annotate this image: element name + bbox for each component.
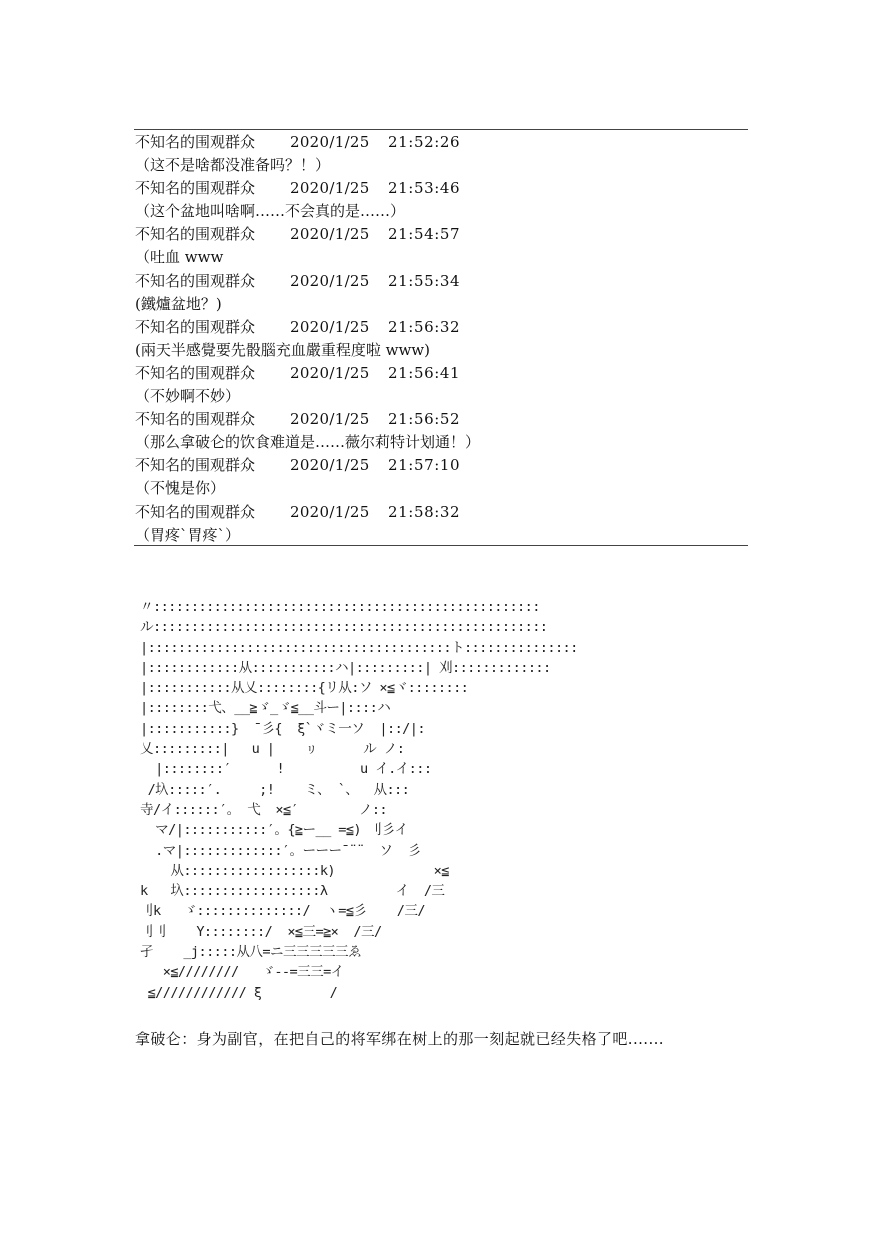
post-text: （胃疼`胃疼`） bbox=[135, 525, 241, 544]
comment-post bbox=[135, 177, 747, 223]
author-name: 不知名的围观群众 bbox=[135, 179, 256, 198]
post-text: （这不是啥都没准备吗？！） bbox=[135, 156, 331, 175]
post-time: 21:56:52 bbox=[388, 410, 461, 429]
comment-post bbox=[135, 316, 747, 362]
post-text: （这个盆地叫啥啊……不会真的是……） bbox=[135, 202, 406, 221]
comment-thread bbox=[135, 131, 747, 547]
author-name: 不知名的围观群众 bbox=[135, 410, 256, 429]
post-date: 2020/1/25 bbox=[290, 179, 370, 198]
post-text: （不妙啊不妙） bbox=[135, 387, 241, 406]
post-time: 21:54:57 bbox=[388, 225, 461, 244]
author-name: 不知名的围观群众 bbox=[135, 456, 256, 475]
post-time: 21:58:32 bbox=[388, 502, 461, 521]
post-date: 2020/1/25 bbox=[290, 271, 370, 290]
post-date: 2020/1/25 bbox=[290, 410, 370, 429]
comment-post bbox=[135, 270, 747, 316]
post-meta bbox=[135, 408, 747, 431]
post-date: 2020/1/25 bbox=[290, 456, 370, 475]
post-date: 2020/1/25 bbox=[290, 317, 370, 336]
bottom-divider bbox=[134, 545, 748, 546]
post-text: (鐵爐盆地？) bbox=[135, 294, 222, 313]
comment-post bbox=[135, 223, 747, 269]
author-name: 不知名的围观群众 bbox=[135, 363, 256, 382]
post-meta bbox=[135, 177, 747, 200]
post-time: 21:56:41 bbox=[388, 363, 461, 382]
post-time: 21:53:46 bbox=[388, 179, 461, 198]
post-meta bbox=[135, 501, 747, 524]
author-name: 不知名的围观群众 bbox=[135, 271, 256, 290]
post-meta bbox=[135, 223, 747, 246]
post-time: 21:52:26 bbox=[388, 133, 461, 151]
top-divider bbox=[134, 129, 748, 130]
post-date: 2020/1/25 bbox=[290, 225, 370, 244]
comment-post bbox=[135, 501, 747, 547]
ascii-art-illustration: 〃::::::::::::::::::::::::::::::::::::::::::::::::::: ル:::::::::::::::::::::::::::::::::::::::::::::::::::: |::::::::::::::::::::::::::::::::::::::::ト::::::::::::::: |::::::::::::从:::::::::::ハ|:::::::::| 刈::::::::::::: |:::::::::::从乂::::::::{リ从:ソ ×≦ヾ:::::::: |::::::::弋、__≧ゞ_ゞ≦__斗ー|::::ハ |:::::::::::} ¯彡{ ξ`ヾミ一ソ |::/|: 乂:::::::::| u | ㇼ ル ノ: |::::::::′ ! u イ.イ::: /圦:::::′. ;! ミ、 `、 从::: 寺/イ::::::′。 弋 ×≦′ ノ:: マ/|:::::::::::′。{≧ー__ =≦) 刂彡イ .マ|:::::::::::::′。ーーー¯¨¨ ソ 彡 从::::::::::::::::::k) ×≦ k 圦::::::::::::::::::λ イ /三 刂k ゞ::::::::::::::/ ヽ=≦彡 /三/ 刂刂 Y::::::::/ ×≦三=≧× /三/ 孑 _j:::::从八=ニ三三三三三ゑ ×≦//////// ゞ--=三三=イ ≦//////////// ξ / bbox=[140, 599, 578, 1001]
author-name: 不知名的围观群众 bbox=[135, 502, 256, 521]
caption-text: 拿破仑：身为副官，在把自己的将军绑在树上的那一刻起就已经失格了吧....... bbox=[135, 1030, 664, 1048]
post-meta bbox=[135, 316, 747, 339]
comment-post bbox=[135, 131, 747, 177]
post-text: （不愧是你） bbox=[135, 479, 226, 498]
post-meta bbox=[135, 362, 747, 385]
comment-post bbox=[135, 408, 747, 454]
post-date: 2020/1/25 bbox=[290, 133, 370, 151]
post-text: (兩天半感覺要先骰腦充血嚴重程度啦 www) bbox=[135, 340, 430, 359]
author-name: 不知名的围观群众 bbox=[135, 225, 256, 244]
post-text: （那么拿破仑的饮食难道是……薇尔莉特计划通！） bbox=[135, 433, 481, 452]
author-name: 不知名的围观群众 bbox=[135, 317, 256, 336]
post-meta bbox=[135, 454, 747, 477]
post-time: 21:55:34 bbox=[388, 271, 461, 290]
author-name: 不知名的围观群众 bbox=[135, 133, 256, 151]
post-text: （吐血 www bbox=[135, 248, 224, 267]
post-date: 2020/1/25 bbox=[290, 363, 370, 382]
comment-post bbox=[135, 362, 747, 408]
post-date: 2020/1/25 bbox=[290, 502, 370, 521]
post-time: 21:57:10 bbox=[388, 456, 461, 475]
post-time: 21:56:32 bbox=[388, 317, 461, 336]
comment-post bbox=[135, 454, 747, 500]
post-meta bbox=[135, 270, 747, 293]
post-meta bbox=[135, 131, 747, 154]
